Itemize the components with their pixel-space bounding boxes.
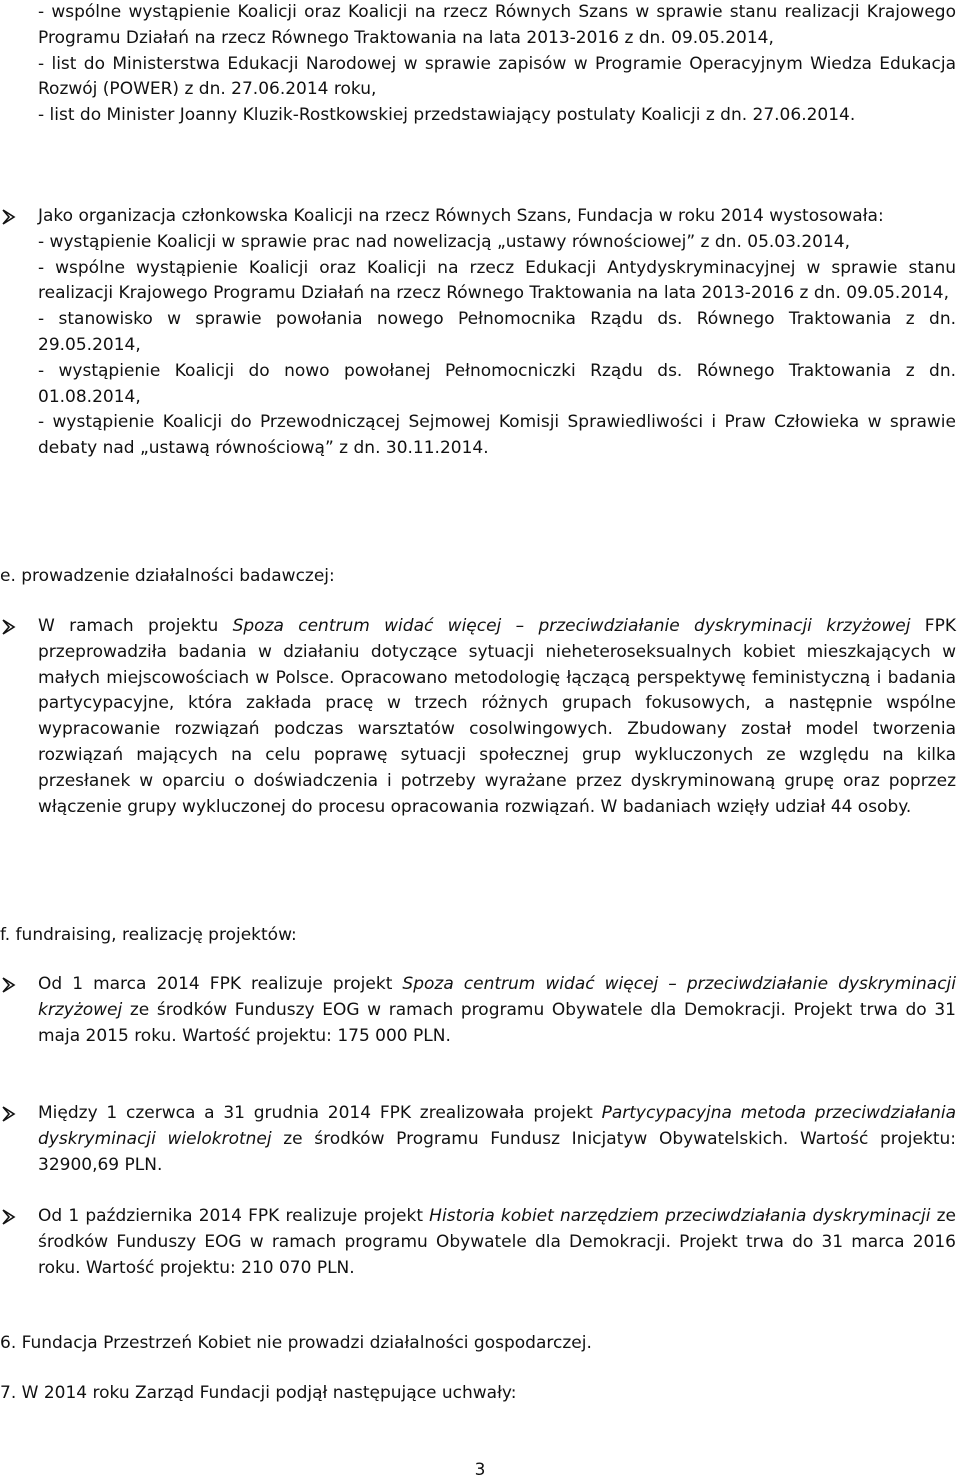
arrow-bullet-icon (0, 614, 22, 640)
bullet-text: Między 1 czerwca a 31 grudnia 2014 FPK zrealizowała projekt Partycypacyjna metoda przeciwdziałania dyskryminacji wielokrotnej ze środków Programu Fundusz Inicjatyw Obywatelskich. Wartość projektu: 32900,69 PLN. (38, 1103, 956, 1175)
bullet-project-2 (38, 1101, 956, 1178)
list-item: - wspólne wystąpienie Koalicji oraz Koalicji na rzecz Równych Szans w sprawie stanu realizacji Krajowego Programu Działań na rzecz Równego Traktowania na lata 2013-2016 z dn. 09.05.2014, (38, 2, 956, 48)
bullet-research (38, 614, 956, 820)
list-item: - list do Ministerstwa Edukacji Narodowej w sprawie zapisów w Programie Operacyjnym Wiedza Edukacja Rozwój (POWER) z dn. 27.06.2014 roku, (38, 53, 956, 100)
arrow-bullet-icon (0, 1101, 22, 1127)
project-title: Spoza centrum widać więcej – przeciwdziałanie dyskryminacji krzyżowej (232, 616, 911, 636)
top-list (38, 0, 956, 129)
section-heading: f. fundraising, realizację projektów: (0, 925, 297, 945)
arrow-bullet-icon (0, 972, 22, 998)
list-item: - wspólne wystąpienie Koalicji oraz Koalicji na rzecz Edukacji Antydyskryminacyjnej w sprawie stanu realizacji Krajowego Programu Działań na rzecz Równego Traktowania na lata 2013-2016 z dn. 09.05.2014, (38, 257, 956, 304)
arrow-bullet-icon (0, 204, 22, 230)
bullet-project-3 (38, 1204, 956, 1281)
project-title: Partycypacyjna metoda przeciwdziałania dyskryminacji wielokrotnej (38, 1103, 956, 1149)
numbered-item-7: 7. W 2014 roku Zarząd Fundacji podjął następujące uchwały: (0, 1383, 517, 1403)
arrow-bullet-icon (0, 1204, 22, 1230)
bullet-intro: Jako organizacja członkowska Koalicji na rzecz Równych Szans, Fundacja w roku 2014 wystosowała: (38, 206, 884, 226)
bullet-text: W ramach projektu Spoza centrum widać więcej – przeciwdziałanie dyskryminacji krzyżowej FPK przeprowadziła badania w działaniu dotyczące sytuacji nieheteroseksualnych kobiet mieszkających w małych miejscowościach w Polsce. Opracowano metodologię łączącą perspektywę feministyczną i badania partycypacyjne, która zakłada pracę w trzech różnych grupach fokusowych, a następnie wspólne wypracowanie rozwiązań podczas warsztatów cosolwingowych. Zbudowany został model tworzenia rozwiązań mających na celu poprawę sytuacji społecznej grup wykluczonych ze względu na kilka przesłanek w oparciu o doświadczenia i potrzeby wyrażane przez dyskryminowaną grupę oraz poprzez włączenie grupy wykluczonej do procesu opracowania rozwiązań. W badaniach wzięły udział 44 osoby. (38, 616, 956, 817)
list-item: - list do Minister Joanny Kluzik-Rostkowskiej przedstawiający postulaty Koalicji z dn. 27.06.2014. (38, 105, 856, 126)
bullet-coalition (38, 204, 956, 462)
page-number: 3 (474, 1460, 486, 1480)
project-title: Historia kobiet narzędziem przeciwdziałania dyskryminacji (429, 1206, 931, 1226)
list-item: - wystąpienie Koalicji do nowo powołanej Pełnomocniczki Rządu ds. Równego Traktowania z dn. 01.08.2014, (38, 360, 956, 407)
list-item: - wystąpienie Koalicji do Przewodniczącej Sejmowej Komisji Sprawiedliwości i Praw Człowieka w sprawie debaty nad „ustawą równościową” z dn. 30.11.2014. (38, 412, 956, 459)
list-item: - stanowisko w sprawie powołania nowego Pełnomocnika Rządu ds. Równego Traktowania z dn. 29.05.2014, (38, 309, 956, 355)
bullet-text: Od 1 marca 2014 FPK realizuje projekt Spoza centrum widać więcej – przeciwdziałanie dyskryminacji krzyżowej ze środków Funduszy EOG w ramach programu Obywatele dla Demokracji. Projekt trwa do 31 maja 2015 roku. Wartość projektu: 175 000 PLN. (38, 974, 956, 1046)
list-item: - wystąpienie Koalicji w sprawie prac nad nowelizacją „ustawy równościowej” z dn. 05.03.2014, (38, 231, 850, 252)
section-heading: e. prowadzenie działalności badawczej: (0, 566, 335, 586)
bullet-text: Od 1 października 2014 FPK realizuje projekt Historia kobiet narzędziem przeciwdziałania dyskryminacji ze środków Funduszy EOG w ramach programu Obywatele dla Demokracji. Projekt trwa do 31 marca 2016 roku. Wartość projektu: 210 070 PLN. (38, 1206, 956, 1278)
bullet-project-1 (38, 972, 956, 1049)
project-title: Spoza centrum widać więcej – przeciwdziałanie dyskryminacji krzyżowej (38, 974, 956, 1020)
numbered-item-6: 6. Fundacja Przestrzeń Kobiet nie prowadzi działalności gospodarczej. (0, 1333, 592, 1353)
